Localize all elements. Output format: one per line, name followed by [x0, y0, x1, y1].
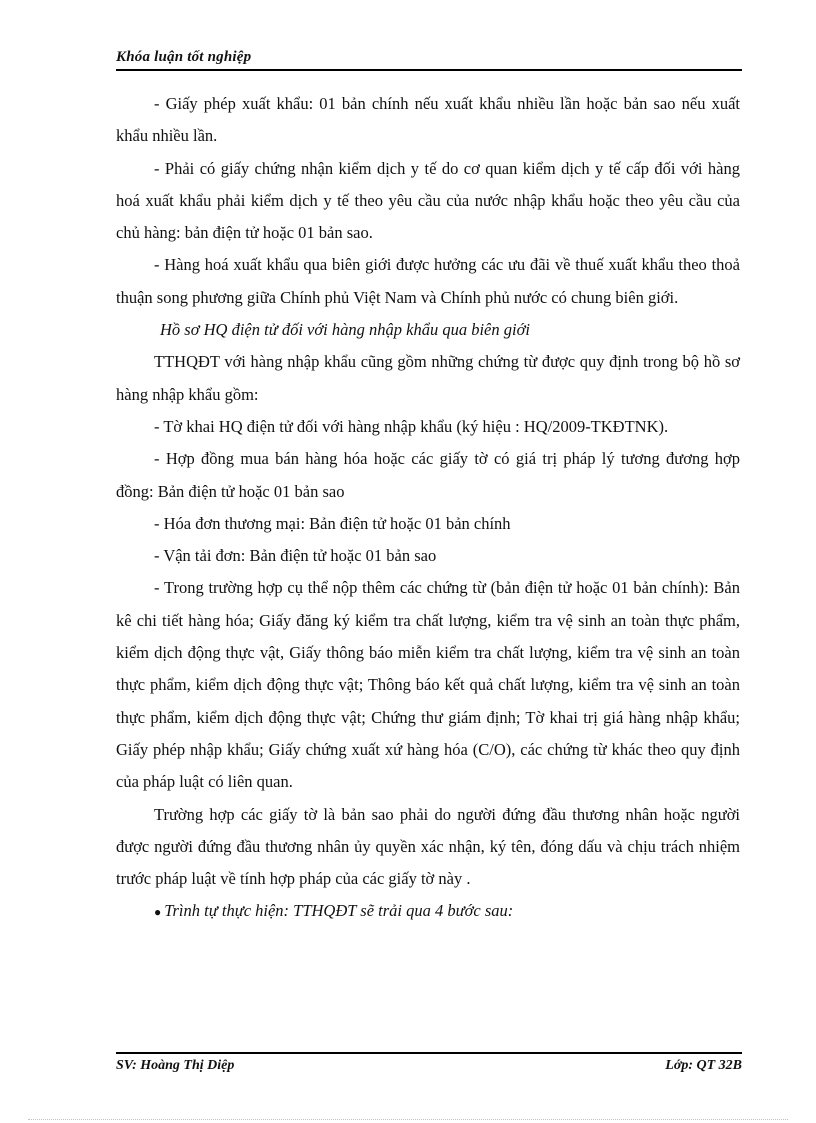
paragraph-export-license: - Giấy phép xuất khẩu: 01 bản chính nếu xuất khẩu nhiều lần hoặc bản sao nếu xuất khẩu nhiều lần. — [116, 94, 740, 146]
header-title: Khóa luận tốt nghiệp — [116, 49, 252, 65]
bullet-procedure-text: Trình tự thực hiện: TTHQĐT sẽ trải qua 4 bước sau: — [164, 901, 514, 921]
footer-class: Lớp: QT 32B — [665, 1058, 742, 1073]
paragraph-health-certificate: - Phải có giấy chứng nhận kiểm dịch y tế do cơ quan kiểm dịch y tế cấp đối với hàng hoá xuất khẩu phải kiểm dịch y tế theo yêu cầu của nước nhập khẩu hoặc theo yêu cầu của chủ hàng: bản điện tử hoặc 01 bản sao. — [116, 158, 740, 243]
paragraph-bill-of-lading: - Vận tải đơn: Bản điện tử hoặc 01 bản sao — [154, 546, 437, 566]
footer-student: SV: Hoàng Thị Diệp — [116, 1058, 235, 1073]
paragraph-declaration: - Tờ khai HQ điện tử đối với hàng nhập khẩu (ký hiệu : HQ/2009-TKĐTNK). — [154, 416, 669, 436]
section-heading: Hồ sơ HQ điện tử đối với hàng nhập khẩu qua biên giới — [160, 320, 530, 340]
paragraph-border-tax: - Hàng hoá xuất khẩu qua biên giới được hưởng các ưu đãi về thuế xuất khẩu theo thoả thuận song phương giữa Chính phủ Việt Nam và Chính phủ nước có chung biên giới. — [116, 255, 740, 307]
document-body — [116, 88, 740, 929]
bullet-dot-icon: ● — [154, 905, 162, 920]
paragraph-invoice: - Hóa đơn thương mại: Bản điện tử hoặc 01 bản chính — [154, 513, 511, 533]
paragraph-copies: Trường hợp các giấy tờ là bản sao phải do người đứng đầu thương nhân hoặc người được người đứng đầu thương nhân ủy quyền xác nhận, ký tên, đóng dấu và chịu trách nhiệm trước pháp luật về tính hợp pháp của các giấy tờ này . — [116, 804, 740, 889]
bullet-procedure — [116, 895, 740, 928]
paragraph-additional-documents: - Trong trường hợp cụ thể nộp thêm các chứng từ (bản điện tử hoặc 01 bản chính): Bản kê chi tiết hàng hóa; Giấy đăng ký kiểm tra chất lượng, kiểm tra vệ sinh an toàn thực phẩm, kiểm dịch động thực vật, Giấy thông báo miễn kiểm tra chất lượng, kiểm tra vệ sinh an toàn thực phẩm, kiểm dịch động thực vật; Thông báo kết quả chất lượng, kiểm tra vệ sinh an toàn thực phẩm, kiểm dịch động thực vật; Chứng thư giám định; Tờ khai trị giá hàng nhập khẩu; Giấy phép nhập khẩu; Giấy chứng xuất xứ hàng hóa (C/O), các chứng từ khác theo quy định của pháp luật có liên quan. — [116, 578, 740, 792]
paragraph-contract: - Hợp đồng mua bán hàng hóa hoặc các giấy tờ có giá trị pháp lý tương đương hợp đồng: Bản điện tử hoặc 01 bản sao — [116, 449, 740, 501]
page-footer — [116, 1052, 742, 1074]
page-boundary-divider — [28, 1119, 788, 1120]
paragraph-import-intro: TTHQĐT với hàng nhập khẩu cũng gồm những chứng từ được quy định trong bộ hồ sơ hàng nhập khẩu gồm: — [116, 352, 740, 404]
page-header — [116, 48, 742, 71]
